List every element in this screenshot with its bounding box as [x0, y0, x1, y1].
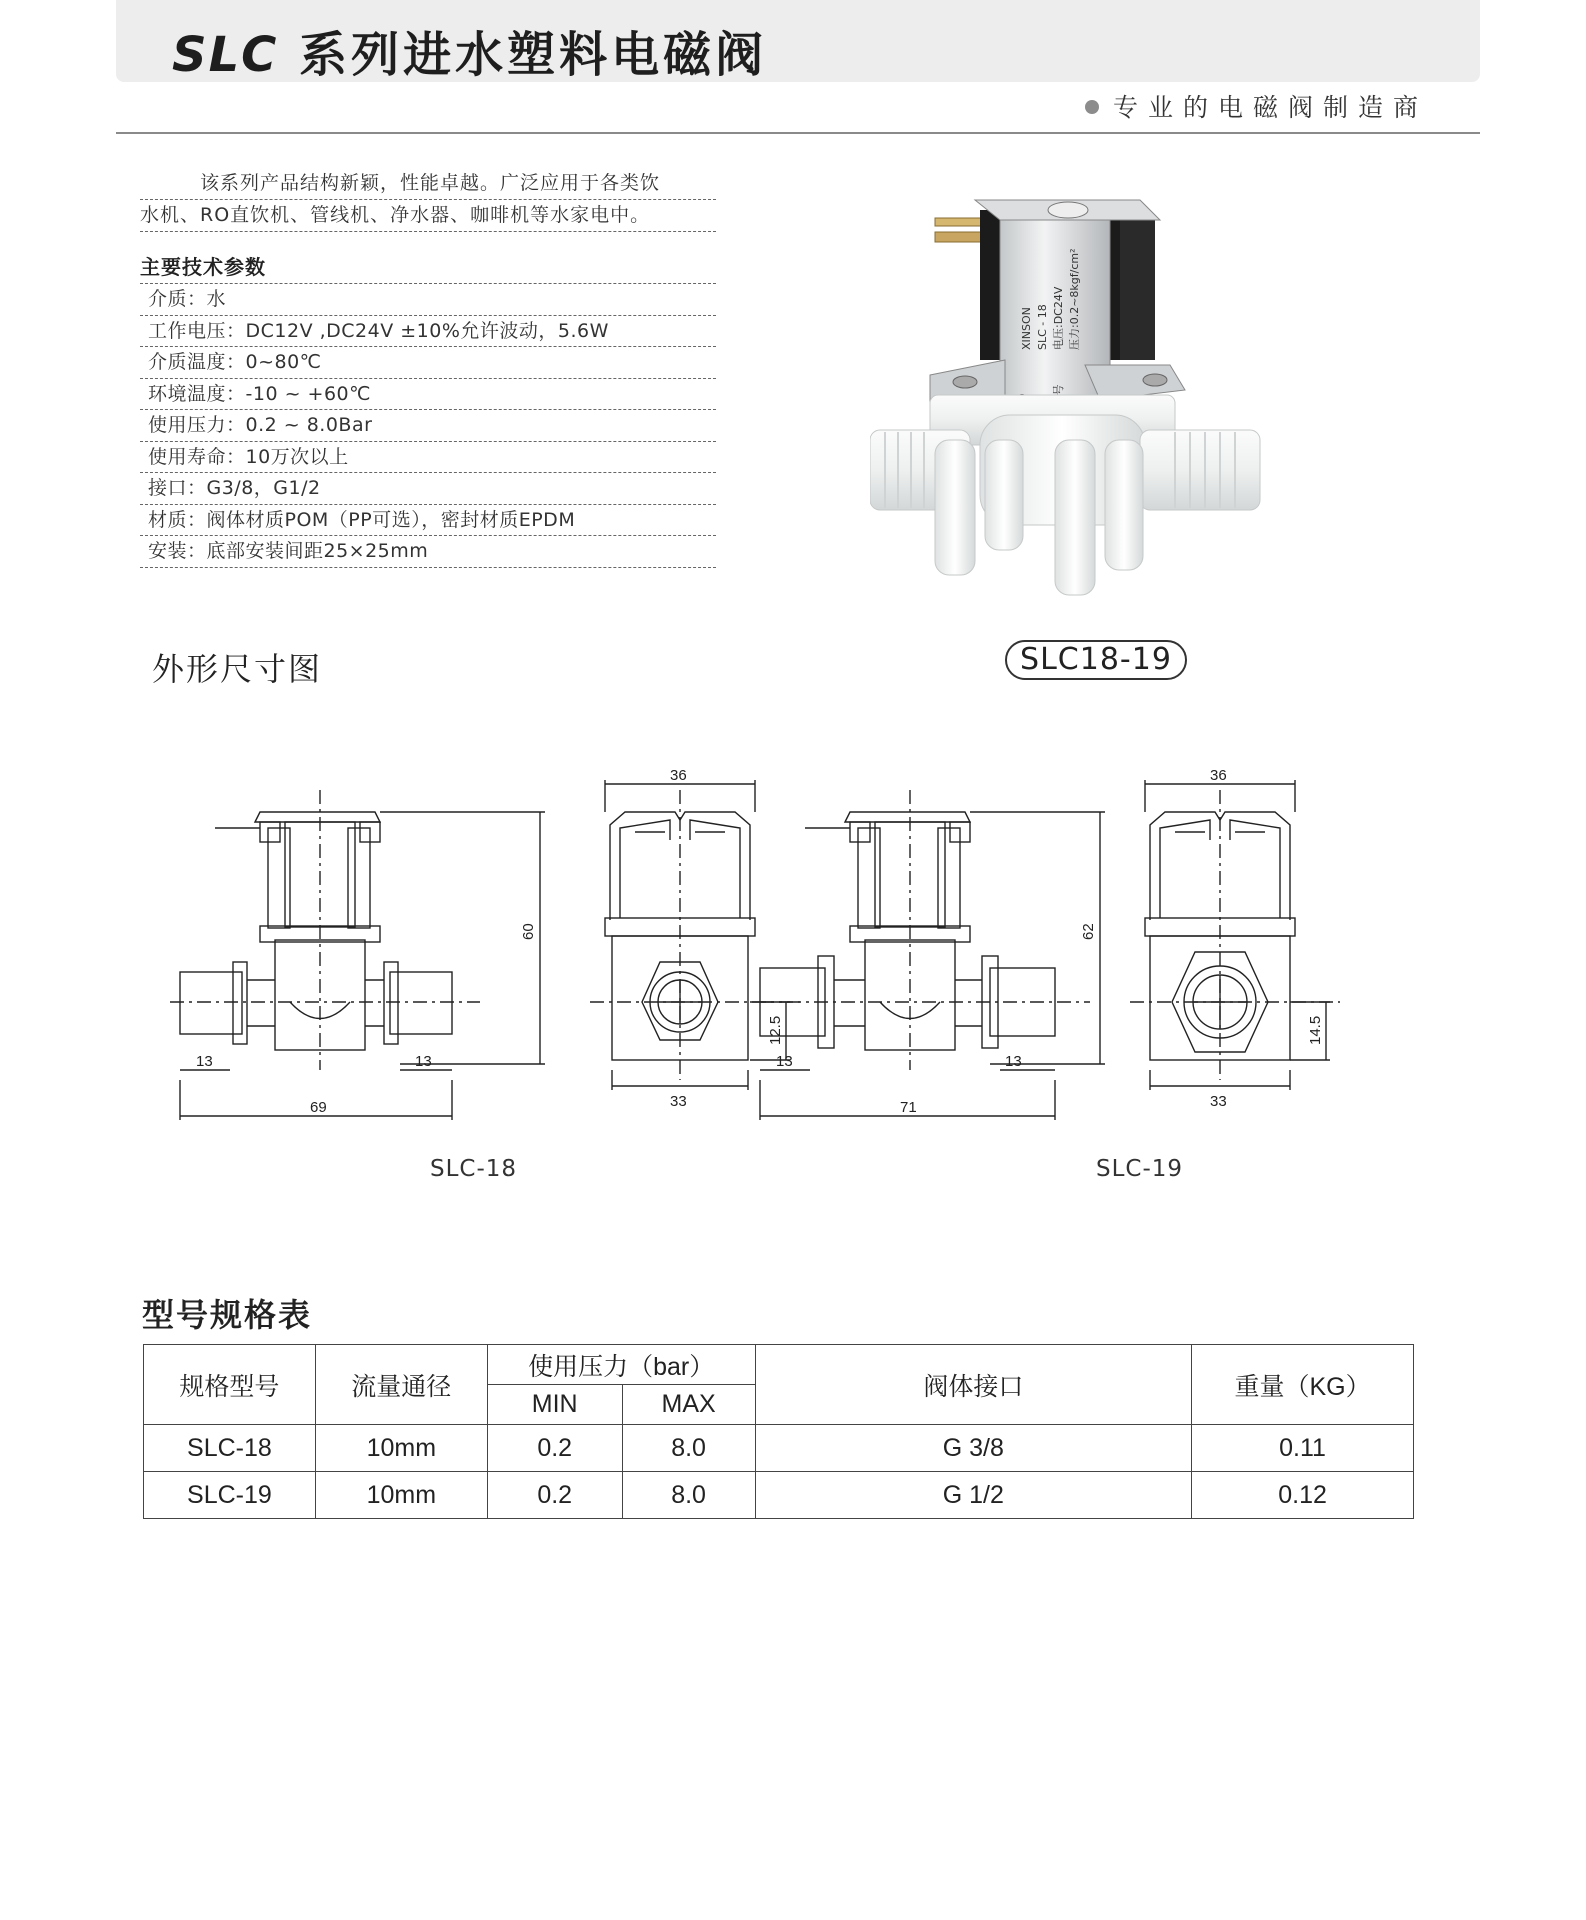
photo-label-pressure: 压力:0.2~8kgf/cm²: [1068, 248, 1081, 350]
cell-min: 0.2: [487, 1425, 622, 1472]
tech-params: [140, 252, 716, 568]
slc18-front-view: [170, 790, 545, 1120]
cell-min: 0.2: [487, 1472, 622, 1519]
drawing-caption-slc19: SLC-19: [1096, 1156, 1184, 1182]
intro-line: 该系列产品结构新颖，性能卓越。广泛应用于各类饮: [140, 168, 716, 200]
param-row: 接口：G3/8，G1/2: [140, 473, 716, 505]
cell-weight: 0.12: [1192, 1472, 1414, 1519]
dim-label: 36: [1210, 767, 1227, 784]
cell-flow: 10mm: [315, 1425, 487, 1472]
dim-label: 13: [776, 1053, 793, 1070]
param-row: 介质：水: [140, 284, 716, 316]
cell-flow: 10mm: [315, 1472, 487, 1519]
table-row: [144, 1472, 1414, 1519]
header-min: MIN: [487, 1385, 622, 1425]
spec-table: [143, 1344, 1414, 1519]
cell-port: G 3/8: [755, 1425, 1192, 1472]
dimension-drawings: [150, 740, 1450, 1160]
dim-label: 13: [415, 1053, 432, 1070]
page-title: [172, 16, 767, 85]
param-row: 环境温度：-10 ~ +60℃: [140, 379, 716, 411]
cell-weight: 0.11: [1192, 1425, 1414, 1472]
header-divider: [116, 132, 1480, 134]
dim-label: 33: [1210, 1093, 1227, 1110]
cell-model: SLC-19: [144, 1472, 316, 1519]
tagline: [1085, 88, 1428, 124]
table-row: [144, 1425, 1414, 1472]
header-pressure: 使用压力（bar）: [487, 1345, 755, 1385]
bullet-dot-icon: [1085, 100, 1099, 114]
param-row: 材质：阀体材质POM（PP可选），密封材质EPDM: [140, 505, 716, 537]
intro-line: 水机、RO直饮机、管线机、净水器、咖啡机等水家电中。: [140, 200, 716, 232]
cell-max: 8.0: [622, 1425, 755, 1472]
cell-max: 8.0: [622, 1472, 755, 1519]
dim-label: 12.5: [767, 1015, 784, 1045]
title-brand: SLC: [172, 27, 279, 83]
tagline-text: 专业的电磁阀制造商: [1112, 93, 1428, 122]
header-weight: 重量（KG）: [1192, 1345, 1414, 1425]
dim-label: 13: [1005, 1053, 1022, 1070]
params-title: 主要技术参数: [140, 252, 716, 284]
param-row: 介质温度：0~80℃: [140, 347, 716, 379]
cell-model: SLC-18: [144, 1425, 316, 1472]
drawing-caption-slc18: SLC-18: [430, 1156, 518, 1182]
model-badge: SLC18-19: [1005, 640, 1187, 680]
table-section-title: 型号规格表: [142, 1296, 313, 1334]
param-row: 使用寿命：10万次以上: [140, 442, 716, 474]
dim-label: 60: [520, 923, 537, 940]
photo-label-brand: XINSON: [1020, 307, 1033, 350]
product-photo: [870, 190, 1340, 610]
dim-label: 62: [1080, 923, 1097, 940]
dim-label: 71: [900, 1099, 917, 1116]
photo-label-model: SLC - 18: [1036, 304, 1049, 350]
intro-text: [140, 168, 716, 232]
title-text: 系列进水塑料电磁阀: [278, 27, 768, 83]
cell-port: G 1/2: [755, 1472, 1192, 1519]
photo-label-voltage: 电压:DC24V: [1052, 286, 1065, 350]
dim-label: 33: [670, 1093, 687, 1110]
header-model: 规格型号: [144, 1345, 316, 1425]
dim-label: 13: [196, 1053, 213, 1070]
dim-label: 36: [670, 767, 687, 784]
dim-label: 69: [310, 1099, 327, 1116]
param-row: 工作电压：DC12V ,DC24V ±10%允许波动，5.6W: [140, 316, 716, 348]
header-max: MAX: [622, 1385, 755, 1425]
dim-label: 14.5: [1307, 1015, 1324, 1045]
header-port: 阀体接口: [755, 1345, 1192, 1425]
param-row: 安装：底部安装间距25×25mm: [140, 536, 716, 568]
drawing-section-title: 外形尺寸图: [152, 650, 323, 688]
header-flow-diameter: 流量通径: [315, 1345, 487, 1425]
param-row: 使用压力：0.2 ~ 8.0Bar: [140, 410, 716, 442]
slc19-front-view: [760, 790, 1105, 1120]
